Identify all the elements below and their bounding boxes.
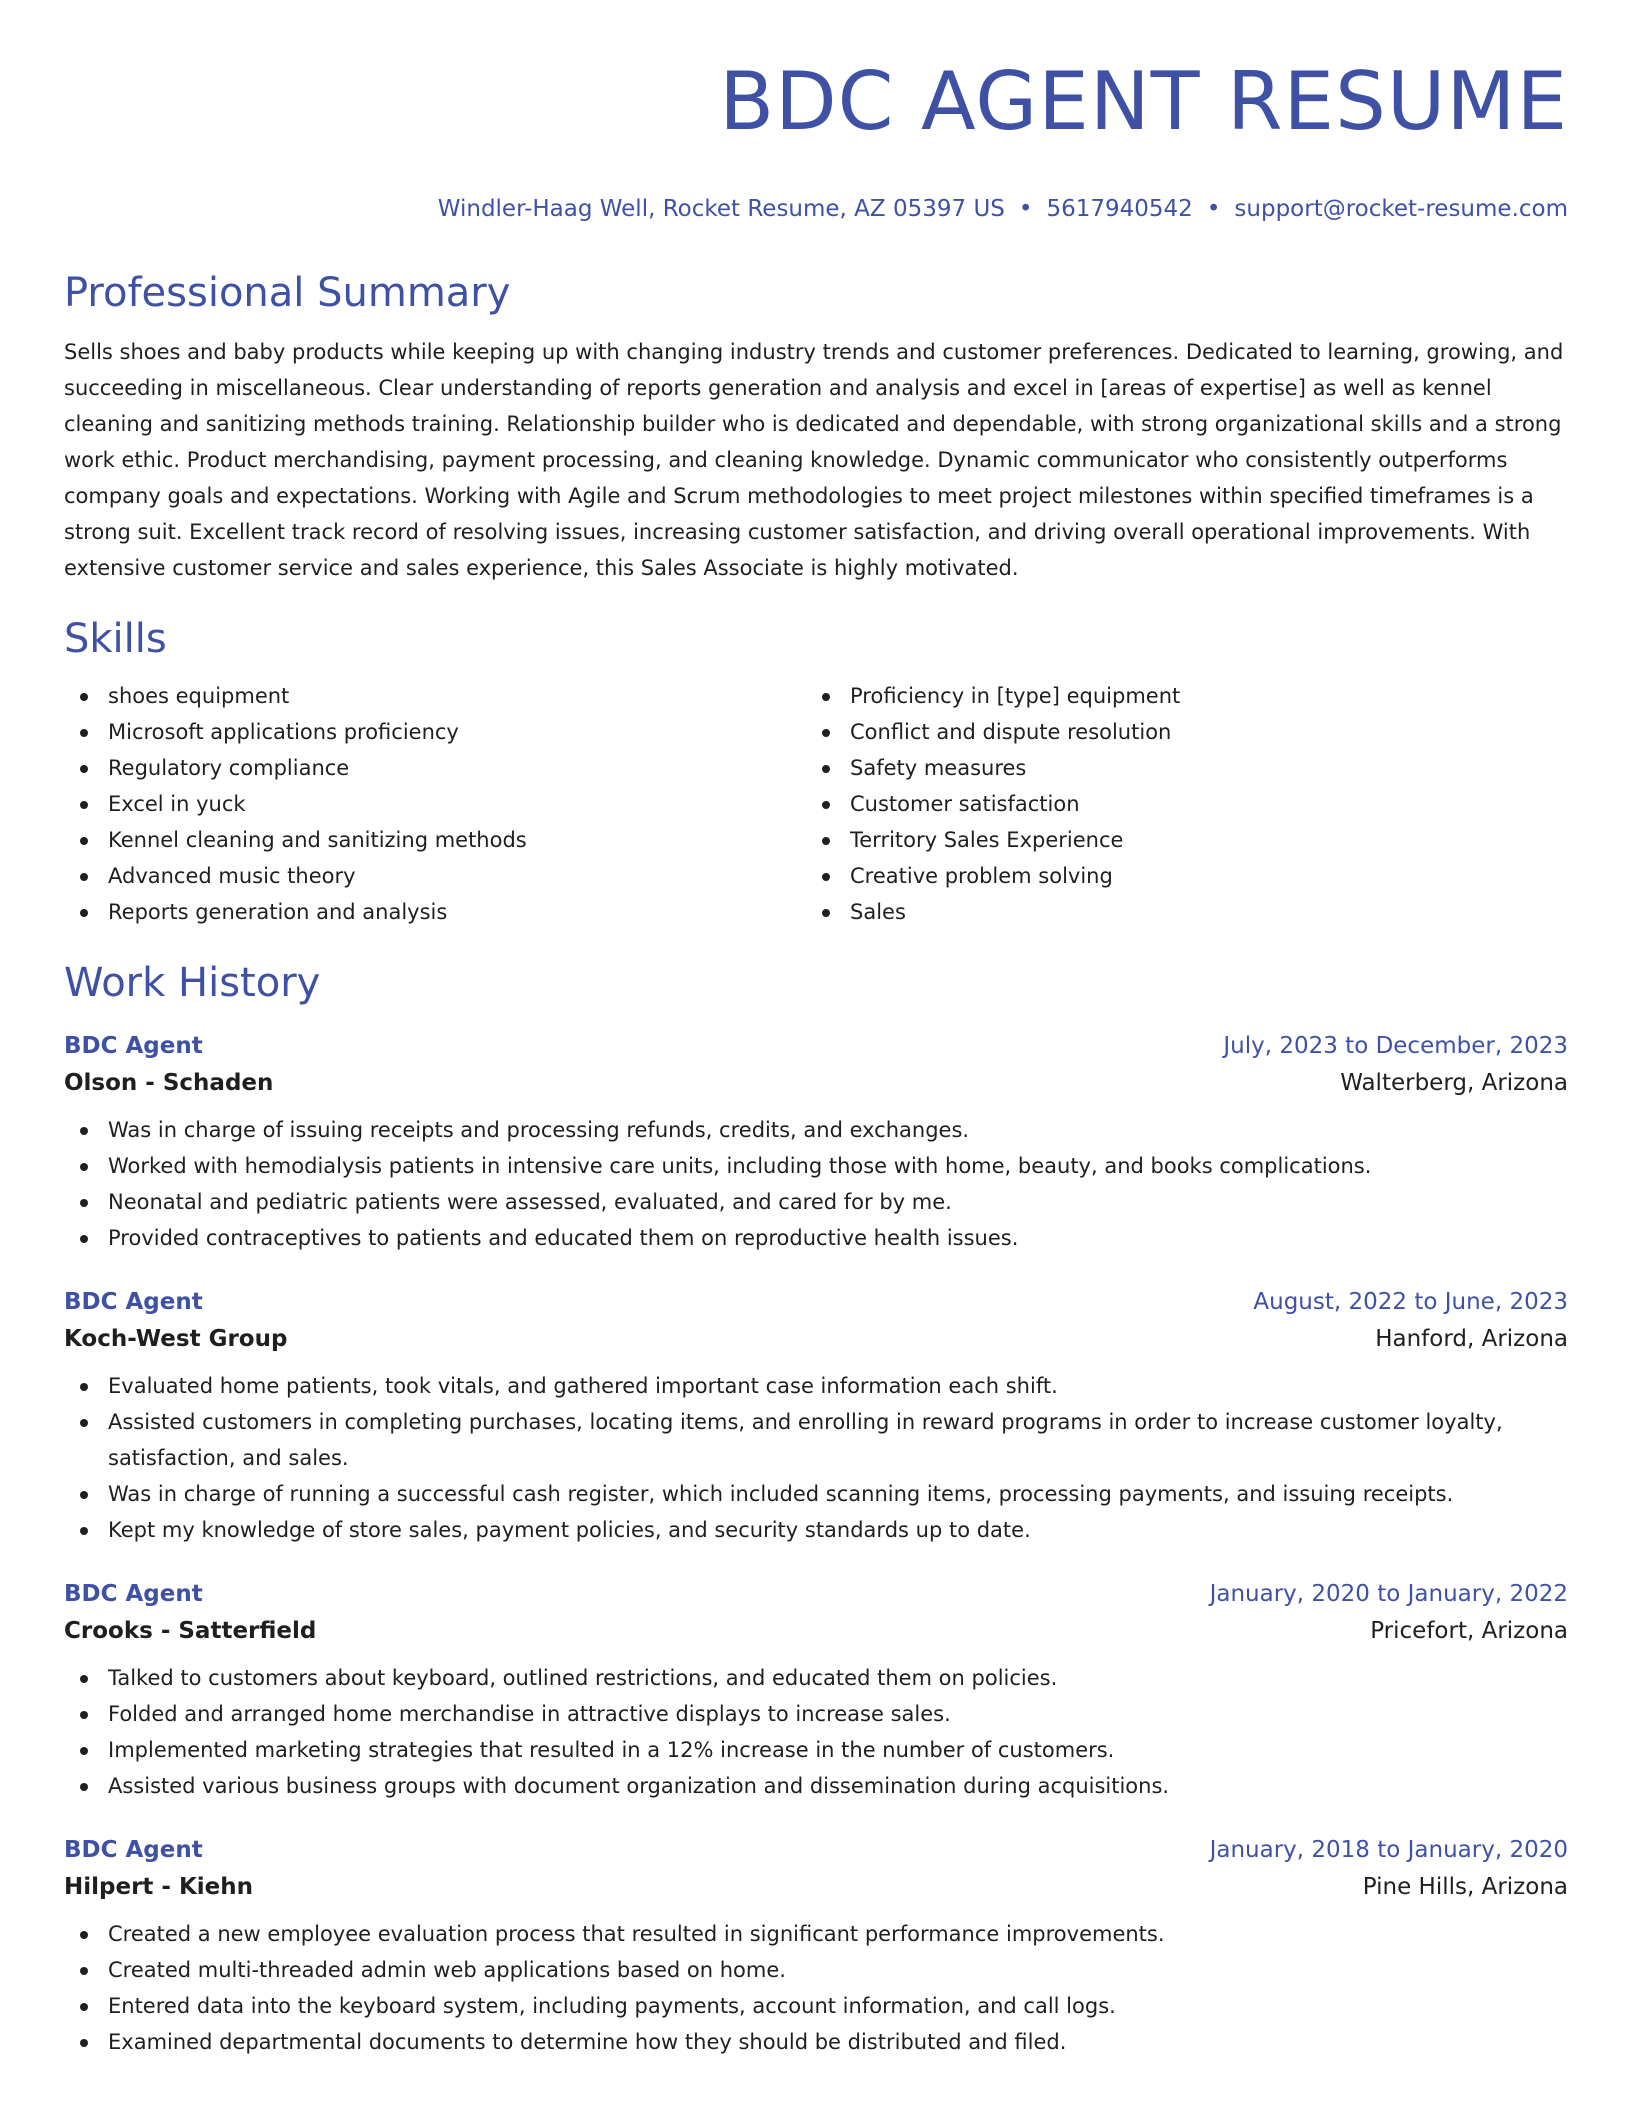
job-dates: January, 2020 to January, 2022 xyxy=(1209,1581,1568,1607)
job-location: Pine Hills, Arizona xyxy=(1362,1874,1568,1900)
job-bullet: Entered data into the keyboard system, including payments, account information, and call logs. xyxy=(64,1988,1568,2024)
skill-item: Safety measures xyxy=(806,750,1548,786)
work-history-list xyxy=(64,1028,1568,2060)
job-title: BDC Agent xyxy=(64,1837,203,1863)
job-company: Olson - Schaden xyxy=(64,1070,274,1096)
contact-address: Windler-Haag Well, Rocket Resume, AZ 05397 US xyxy=(437,196,1005,222)
contact-separator: • xyxy=(1018,196,1033,222)
skill-item: Creative problem solving xyxy=(806,858,1548,894)
job-bullets xyxy=(64,1916,1568,2060)
skills-list-right xyxy=(806,678,1548,930)
contact-phone: 5617940542 xyxy=(1046,196,1193,222)
job-header xyxy=(64,1576,1568,1612)
skill-item: Regulatory compliance xyxy=(64,750,806,786)
job-subheader xyxy=(64,1320,1568,1358)
skill-item: Advanced music theory xyxy=(64,858,806,894)
skill-item: Proficiency in [type] equipment xyxy=(806,678,1548,714)
job-company: Crooks - Satterfield xyxy=(64,1618,317,1644)
contact-line xyxy=(64,194,1568,224)
skills-heading: Skills xyxy=(64,616,167,662)
job-company: Koch-West Group xyxy=(64,1326,288,1352)
job-bullets xyxy=(64,1660,1568,1804)
job-title: BDC Agent xyxy=(64,1581,203,1607)
resume-page xyxy=(64,0,1568,2088)
summary-heading: Professional Summary xyxy=(64,270,511,316)
job-bullet: Was in charge of running a successful cash register, which included scanning items, processing payments, and issuing receipts. xyxy=(64,1476,1568,1512)
skill-item: Territory Sales Experience xyxy=(806,822,1548,858)
job-bullets xyxy=(64,1112,1568,1256)
job-dates: August, 2022 to June, 2023 xyxy=(1253,1289,1568,1315)
job-bullets xyxy=(64,1368,1568,1548)
job-subheader xyxy=(64,1868,1568,1906)
job-bullet: Was in charge of issuing receipts and processing refunds, credits, and exchanges. xyxy=(64,1112,1568,1148)
job-subheader xyxy=(64,1612,1568,1650)
work-history-heading: Work History xyxy=(64,960,321,1006)
job-location: Hanford, Arizona xyxy=(1375,1326,1568,1352)
job-bullet: Kept my knowledge of store sales, payment policies, and security standards up to date. xyxy=(64,1512,1568,1548)
skill-item: Sales xyxy=(806,894,1548,930)
job-bullet: Examined departmental documents to determine how they should be distributed and filed. xyxy=(64,2024,1568,2060)
job-dates: July, 2023 to December, 2023 xyxy=(1223,1033,1568,1059)
job-entry xyxy=(64,1284,1568,1548)
job-title: BDC Agent xyxy=(64,1289,203,1315)
skills-columns xyxy=(64,678,1568,930)
job-location: Walterberg, Arizona xyxy=(1340,1070,1568,1096)
job-bullet: Talked to customers about keyboard, outlined restrictions, and educated them on policies. xyxy=(64,1660,1568,1696)
job-header xyxy=(64,1028,1568,1064)
job-location: Pricefort, Arizona xyxy=(1370,1618,1568,1644)
skill-item: Reports generation and analysis xyxy=(64,894,806,930)
job-header xyxy=(64,1832,1568,1868)
skills-list-left xyxy=(64,678,806,930)
job-bullet: Created a new employee evaluation process that resulted in significant performance improvements. xyxy=(64,1916,1568,1952)
job-bullet: Implemented marketing strategies that resulted in a 12% increase in the number of customers. xyxy=(64,1732,1568,1768)
job-entry xyxy=(64,1028,1568,1256)
job-dates: January, 2018 to January, 2020 xyxy=(1209,1837,1568,1863)
skill-item: Customer satisfaction xyxy=(806,786,1548,822)
job-title: BDC Agent xyxy=(64,1033,203,1059)
job-header xyxy=(64,1284,1568,1320)
job-bullet: Created multi-threaded admin web applications based on home. xyxy=(64,1952,1568,1988)
job-bullet: Provided contraceptives to patients and educated them on reproductive health issues. xyxy=(64,1220,1568,1256)
job-company: Hilpert - Kiehn xyxy=(64,1874,254,1900)
job-entry xyxy=(64,1832,1568,2060)
skill-item: shoes equipment xyxy=(64,678,806,714)
skill-item: Microsoft applications proficiency xyxy=(64,714,806,750)
job-subheader xyxy=(64,1064,1568,1102)
job-entry xyxy=(64,1576,1568,1804)
contact-email: support@rocket-resume.com xyxy=(1234,196,1568,222)
job-bullet: Neonatal and pediatric patients were assessed, evaluated, and cared for by me. xyxy=(64,1184,1568,1220)
job-bullet: Folded and arranged home merchandise in attractive displays to increase sales. xyxy=(64,1696,1568,1732)
contact-separator: • xyxy=(1206,196,1221,222)
skill-item: Excel in yuck xyxy=(64,786,806,822)
job-bullet: Worked with hemodialysis patients in intensive care units, including those with home, beauty, and books complications. xyxy=(64,1148,1568,1184)
summary-text: Sells shoes and baby products while keeping up with changing industry trends and customer preferences. Dedicated to learning, growing, and succeeding in miscellaneous. Clear understanding of reports generation and analysis and excel in [areas of expertise] as well as kennel cleaning and sanitizing methods training. Relationship builder who is dedicated and dependable, with strong organizational skills and a strong work ethic. Product merchandising, payment processing, and cleaning knowledge. Dynamic communicator who consistently outperforms company goals and expectations. Working with Agile and Scrum methodologies to meet project milestones within specified timeframes is a strong suit. Excellent track record of resolving issues, increasing customer satisfaction, and driving overall operational improvements. With extensive customer service and sales experience, this Sales Associate is highly motivated. xyxy=(64,340,1564,580)
skill-item: Kennel cleaning and sanitizing methods xyxy=(64,822,806,858)
skill-item: Conflict and dispute resolution xyxy=(806,714,1548,750)
job-bullet: Assisted customers in completing purchases, locating items, and enrolling in reward programs in order to increase customer loyalty, satisfaction, and sales. xyxy=(64,1404,1568,1476)
job-bullet: Assisted various business groups with document organization and dissemination during acquisitions. xyxy=(64,1768,1568,1804)
job-bullet: Evaluated home patients, took vitals, and gathered important case information each shift. xyxy=(64,1368,1568,1404)
resume-title: BDC AGENT RESUME xyxy=(719,55,1568,148)
